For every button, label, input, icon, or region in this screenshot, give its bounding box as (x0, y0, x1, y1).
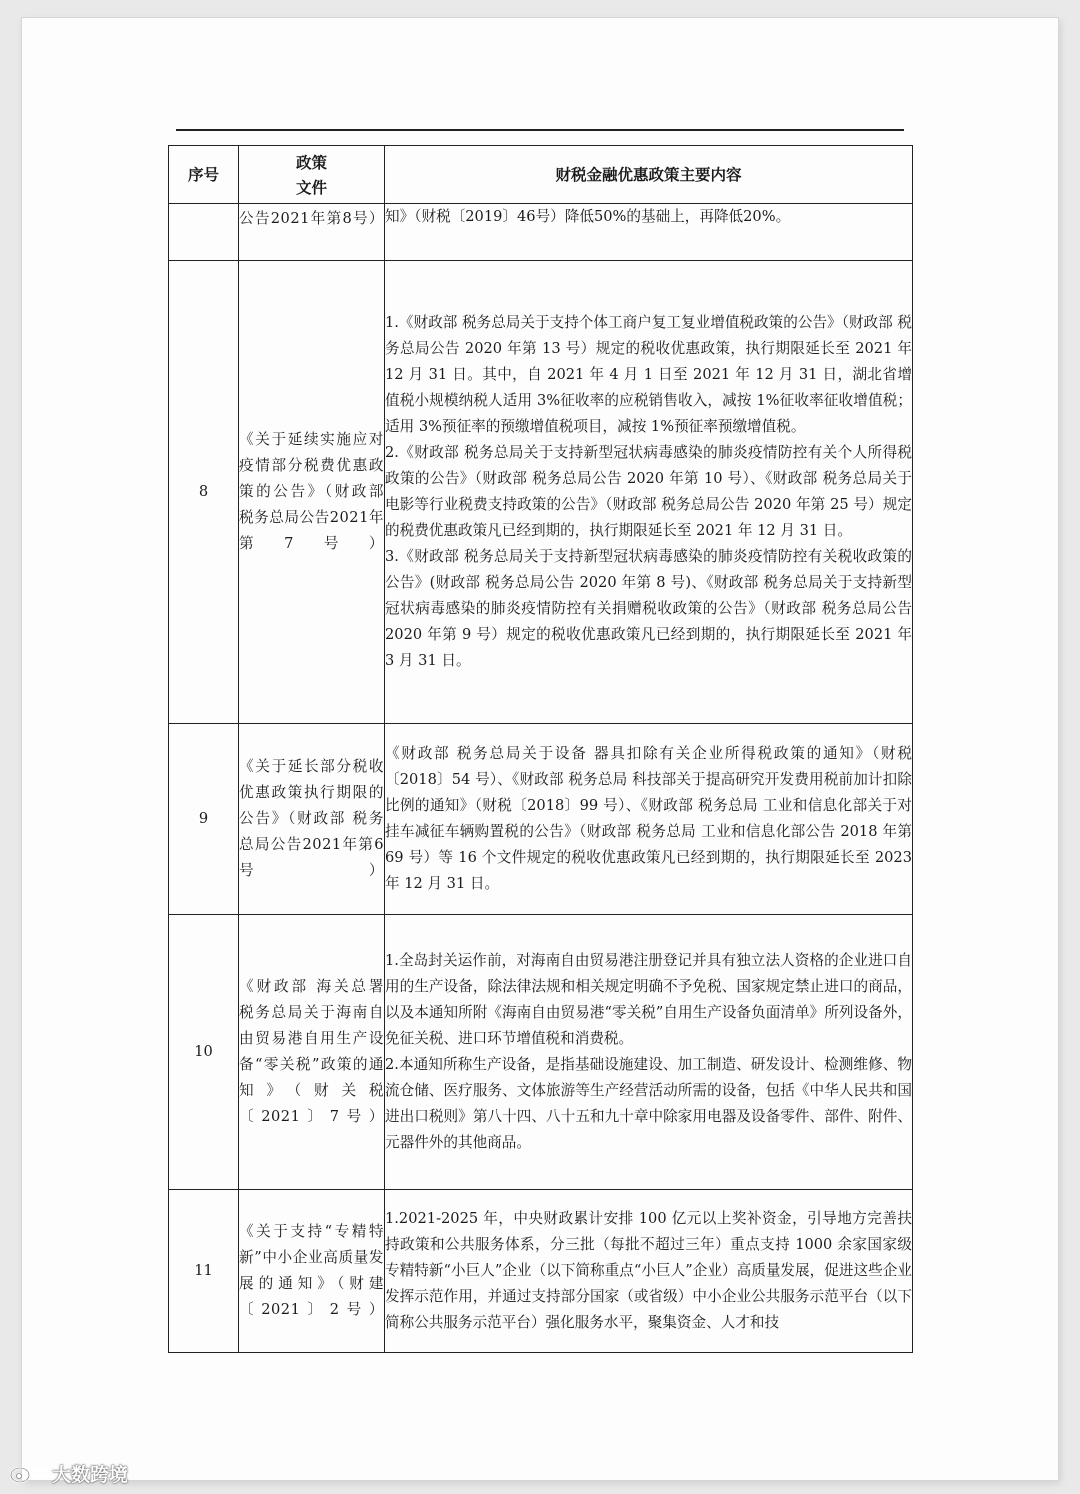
header-rule (176, 129, 904, 131)
header-file-line2: 文件 (295, 177, 327, 197)
table-header-row (169, 146, 913, 204)
row-file: 《关于延续实施应对疫情部分税费优惠政策的公告》（财政部 税务总局公告2021年第7号） (239, 261, 385, 724)
content-paragraph: 2.《财政部 税务总局关于支持新型冠状病毒感染的肺炎疫情防控有关个人所得税政策的公告》（财政部 税务总局公告 2020 年第 10 号）、《财政部 税务总局关于电影等行业税费支持政策的公告》（财政部 税务总局公告 2020 年第 25 号）规定的税费优惠政策凡已经到期的，执行期限延长至 2021 年 12 月 31 日。 (385, 444, 912, 539)
row-index: 11 (169, 1190, 239, 1353)
row-index: 9 (169, 724, 239, 915)
row-file: 《财政部 海关总署 税务总局关于海南自由贸易港自用生产设备“零关税”政策的通知》（财关税〔2021〕7号） (239, 915, 385, 1190)
table-row (169, 915, 913, 1190)
row-file: 《关于支持“专精特新”中小企业高质量发展的通知》（财建〔2021〕2号） (239, 1190, 385, 1353)
row-content (385, 261, 913, 724)
weibo-logo-icon (8, 1462, 48, 1484)
row-index: 10 (169, 915, 239, 1190)
header-file-line1: 政策 (295, 152, 327, 172)
content-paragraph: 1.《财政部 税务总局关于支持个体工商户复工复业增值税政策的公告》（财政部 税务总局公告 2020 年第 13 号）规定的税收优惠政策，执行期限延长至 2021 年 12 月 31 日。其中，自 2021 年 4 月 1 日至 2021 年 12 月 31 日，湖北省增值税小规模纳税人适用 3%征收率的应税销售收入，减按 1%征收率征收增值税；适用 3%预征率的预缴增值税项目，减按 1%预征率预缴增值税。 (385, 314, 912, 435)
header-file (239, 146, 385, 204)
content-paragraph: 知》（财税〔2019〕46号）降低50%的基础上，再降低20%。 (385, 208, 791, 225)
row-content (385, 915, 913, 1190)
table-row (169, 1190, 913, 1353)
content-paragraph: 2.本通知所称生产设备，是指基础设施建设、加工制造、研发设计、检测维修、物流仓储、医疗服务、文体旅游等生产经营活动所需的设备，包括《中华人民共和国进出口税则》第八十四、八十五和九十章中除家用电器及设备零件、部件、附件、元器件外的其他商品。 (385, 1056, 912, 1151)
content-paragraph: 1.全岛封关运作前，对海南自由贸易港注册登记并具有独立法人资格的企业进口自用的生产设备，除法律法规和相关规定明确不予免税、国家规定禁止进口的商品，以及本通知所附《海南自由贸易港“零关税”自用生产设备负面清单》所列设备外，免征关税、进口环节增值税和消费税。 (385, 952, 912, 1047)
content-paragraph: 1.2021-2025 年，中央财政累计安排 100 亿元以上奖补资金，引导地方完善扶持政策和公共服务体系，分三批（每批不超过三年）重点支持 1000 余家国家级专精特新“小巨人”企业（以下简称重点“小巨人”企业）高质量发展，促进这些企业发挥示范作用，并通过支持部分国家（或省级）中小企业公共服务示范平台（以下简称公共服务示范平台）强化服务水平，聚集资金、人才和技 (385, 1210, 912, 1331)
row-index: 8 (169, 261, 239, 724)
watermark-text: 大数跨境 (52, 1463, 129, 1486)
table-row (169, 204, 913, 261)
table-row (169, 724, 913, 915)
content-paragraph: 3.《财政部 税务总局关于支持新型冠状病毒感染的肺炎疫情防控有关税收政策的公告》(财政部 税务总局公告 2020 年第 8 号)、《财政部 税务总局关于支持新型冠状病毒感染的肺炎疫情防控有关捐赠税收政策的公告》（财政部 税务总局公告 2020 年第 9 号）规定的税收优惠政策凡已经到期的，执行期限延长至 2021 年 3 月 31 日。 (385, 548, 912, 669)
row-index (169, 204, 239, 261)
header-index: 序号 (169, 146, 239, 204)
policy-table (168, 145, 913, 1353)
watermark (8, 1460, 128, 1486)
row-content (385, 204, 913, 261)
row-file: 《关于延长部分税收优惠政策执行期限的公告》（财政部 税务总局公告2021年第6号） (239, 724, 385, 915)
content-paragraph: 《财政部 税务总局关于设备 器具扣除有关企业所得税政策的通知》（财税〔2018〕54 号）、《财政部 税务总局 科技部关于提高研究开发费用税前加计扣除比例的通知》（财税〔2018〕99 号）、《财政部 税务总局 工业和信息化部关于对挂车减征车辆购置税的公告》（财政部 税务总局 工业和信息化部公告 2018 年第 69 号）等 16 个文件规定的税收优惠政策凡已经到期的，执行期限延长至 2023 年 12 月 31 日。 (385, 745, 912, 892)
table-row (169, 261, 913, 724)
header-content: 财税金融优惠政策主要内容 (385, 146, 913, 204)
row-content (385, 724, 913, 915)
row-content (385, 1190, 913, 1353)
row-file: 公告2021年第8号） (239, 204, 385, 261)
